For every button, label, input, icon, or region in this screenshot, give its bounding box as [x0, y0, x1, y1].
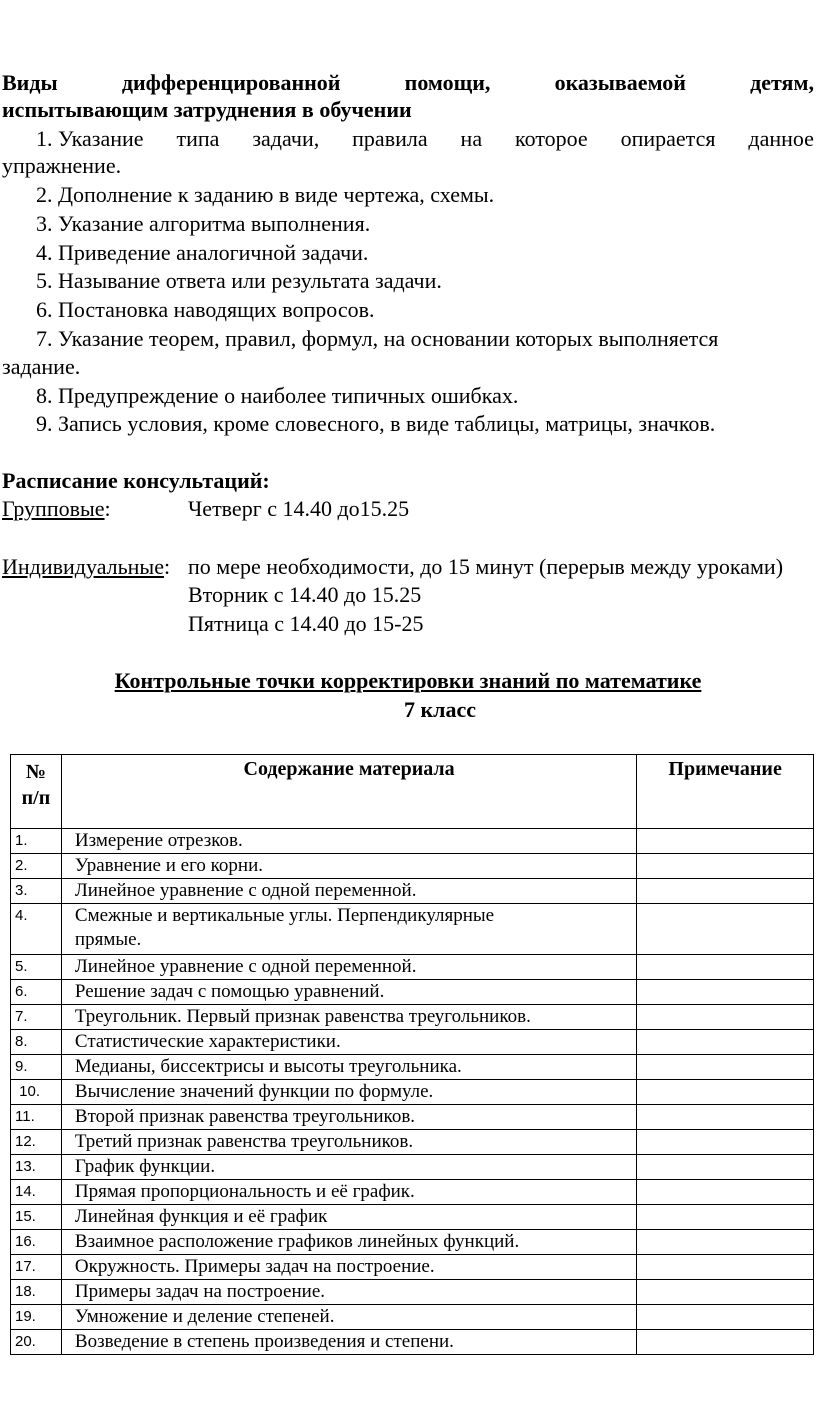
row-note: [637, 1255, 814, 1280]
title-word: помощи,: [404, 70, 491, 95]
item-word: опирается: [620, 126, 716, 151]
help-title-line1: [2, 70, 814, 96]
table-row: [11, 1255, 814, 1280]
row-text: Треугольник. Первый признак равенства треугольников.: [61, 1005, 636, 1030]
row-num: 8.: [11, 1030, 62, 1055]
help-item-7: 7. Указание теорем, правил, формул, на основании которых выполняется: [36, 326, 719, 351]
header-num: [11, 755, 62, 829]
table-row: [11, 1180, 814, 1205]
row-num: 6.: [11, 980, 62, 1005]
table-row: [11, 1130, 814, 1155]
table-row: [11, 980, 814, 1005]
row-text: График функции.: [61, 1155, 636, 1180]
table-row: [11, 829, 814, 854]
row-text: Решение задач с помощью уравнений.: [61, 980, 636, 1005]
row-text: Линейное уравнение с одной переменной.: [61, 955, 636, 980]
row-text: Третий признак равенства треугольников.: [61, 1130, 636, 1155]
row-num: 13.: [11, 1155, 62, 1180]
row-text: Статистические характеристики.: [61, 1030, 636, 1055]
table-row: [11, 1205, 814, 1230]
table-row: [11, 1030, 814, 1055]
row-num: 19.: [11, 1305, 62, 1330]
help-item-7-cont: задание.: [2, 354, 81, 379]
help-item-4: 4. Приведение аналогичной задачи.: [36, 240, 369, 265]
header-note-label: Примечание: [668, 758, 782, 780]
row-text: Возведение в степень произведения и степени.: [61, 1330, 636, 1355]
individual-label: Индивидуальные: [2, 554, 164, 579]
header-note: [637, 755, 814, 829]
table-row: [11, 1055, 814, 1080]
row-note: [637, 1155, 814, 1180]
row-num: 17.: [11, 1255, 62, 1280]
item-word: которое: [515, 126, 588, 151]
row-note: [637, 1230, 814, 1255]
row-note: [637, 1305, 814, 1330]
table-row: [11, 904, 814, 955]
help-item-1: [36, 126, 814, 152]
title-word: оказываемой: [554, 70, 686, 95]
row-note: [637, 1030, 814, 1055]
help-item-8: 8. Предупреждение о наиболее типичных ошибках.: [36, 383, 519, 408]
table-row: [11, 1280, 814, 1305]
row-num: 16.: [11, 1230, 62, 1255]
row-text: Прямая пропорциональность и её график.: [61, 1180, 636, 1205]
row-note: [637, 980, 814, 1005]
row-num: 1.: [11, 829, 62, 854]
row-note: [637, 904, 814, 955]
row-text: Медианы, биссектрисы и высоты треугольника.: [61, 1055, 636, 1080]
help-item-5: 5. Называние ответа или результата задачи.: [36, 268, 442, 293]
header-content-label: Содержание материала: [243, 758, 455, 780]
row-text: Окружность. Примеры задач на построение.: [61, 1255, 636, 1280]
row-num: 3.: [11, 879, 62, 904]
row-note: [637, 1005, 814, 1030]
header-content: [61, 755, 636, 829]
table-header-row: [11, 755, 814, 829]
header-num-line1: №: [25, 761, 46, 783]
row-note: [637, 1280, 814, 1305]
row-note: [637, 854, 814, 879]
schedule-group-value: Четверг с 14.40 до15.25: [188, 496, 410, 521]
row-num: 2.: [11, 854, 62, 879]
row-num: 10.: [11, 1080, 62, 1105]
row-text: Уравнение и его корни.: [61, 854, 636, 879]
help-item-1-cont: упражнение.: [2, 153, 122, 178]
group-label: Групповые: [2, 496, 105, 521]
row-num: 14.: [11, 1180, 62, 1205]
row-text: Вычисление значений функции по формуле.: [61, 1080, 636, 1105]
table-row: [11, 1080, 814, 1105]
help-item-2: 2. Дополнение к заданию в виде чертежа, схемы.: [36, 182, 495, 207]
help-item-9: 9. Запись условия, кроме словесного, в виде таблицы, матрицы, значков.: [36, 411, 716, 436]
row-note: [637, 1330, 814, 1355]
row-text: Примеры задач на построение.: [61, 1280, 636, 1305]
row-text-line2: прямые.: [74, 929, 142, 950]
help-title-line2: испытывающим затруднения в обучении: [2, 97, 412, 122]
schedule-title: Расписание консультаций:: [2, 468, 270, 493]
row-note: [637, 1130, 814, 1155]
table-row: [11, 955, 814, 980]
schedule-group-label: [2, 496, 111, 522]
table-row: [11, 1330, 814, 1355]
row-num: 4.: [11, 904, 62, 955]
row-text: Умножение и деление степеней.: [61, 1305, 636, 1330]
row-num: 15.: [11, 1205, 62, 1230]
schedule-tuesday: Вторник с 14.40 до 15.25: [188, 582, 422, 607]
table-row: [11, 1305, 814, 1330]
row-num: 20.: [11, 1330, 62, 1355]
row-note: [637, 1055, 814, 1080]
colon: :: [163, 554, 171, 579]
row-text: Линейное уравнение с одной переменной.: [61, 879, 636, 904]
control-title: Контрольные точки корректировки знаний по математике: [114, 668, 702, 693]
row-text: Взаимное расположение графиков линейных функций.: [61, 1230, 636, 1255]
row-note: [637, 1105, 814, 1130]
item-word: правила: [352, 126, 428, 151]
row-num: 11.: [11, 1105, 62, 1130]
title-word: детям,: [750, 70, 814, 95]
row-num: 18.: [11, 1280, 62, 1305]
table-row: [11, 1005, 814, 1030]
row-text: Линейная функция и её график: [61, 1205, 636, 1230]
schedule-individual-label: [2, 554, 170, 580]
table-row: [11, 1105, 814, 1130]
row-note: [637, 879, 814, 904]
table-row: [11, 854, 814, 879]
row-num: 12.: [11, 1130, 62, 1155]
control-grade: 7 класс: [403, 697, 477, 722]
item-word: данное: [748, 126, 814, 151]
row-note: [637, 1180, 814, 1205]
row-text-line1: Смежные и вертикальные углы. Перпендикулярные: [74, 905, 495, 926]
row-num: 5.: [11, 955, 62, 980]
table-row: [11, 1230, 814, 1255]
table-row: [11, 879, 814, 904]
schedule-friday: Пятница с 14.40 до 15-25: [188, 611, 424, 636]
row-note: [637, 1205, 814, 1230]
header-num-line2: п/п: [21, 787, 51, 809]
control-points-table: [10, 754, 814, 1355]
row-text: Измерение отрезков.: [61, 829, 636, 854]
schedule-individual-value: по мере необходимости, до 15 минут (перерыв между уроками): [188, 554, 784, 579]
row-num: 7.: [11, 1005, 62, 1030]
item-word: 1. Указание: [36, 126, 144, 151]
help-item-3: 3. Указание алгоритма выполнения.: [36, 211, 371, 236]
row-note: [637, 829, 814, 854]
title-word: дифференцированной: [121, 70, 341, 95]
item-word: на: [460, 126, 483, 151]
row-text: Второй признак равенства треугольников.: [61, 1105, 636, 1130]
row-text: [61, 904, 636, 955]
colon: :: [104, 496, 111, 521]
table-row: [11, 1155, 814, 1180]
row-num: 9.: [11, 1055, 62, 1080]
item-word: задачи,: [252, 126, 320, 151]
row-note: [637, 1080, 814, 1105]
item-word: типа: [176, 126, 220, 151]
row-note: [637, 955, 814, 980]
help-item-6: 6. Постановка наводящих вопросов.: [36, 297, 375, 322]
title-word: Виды: [2, 70, 58, 95]
